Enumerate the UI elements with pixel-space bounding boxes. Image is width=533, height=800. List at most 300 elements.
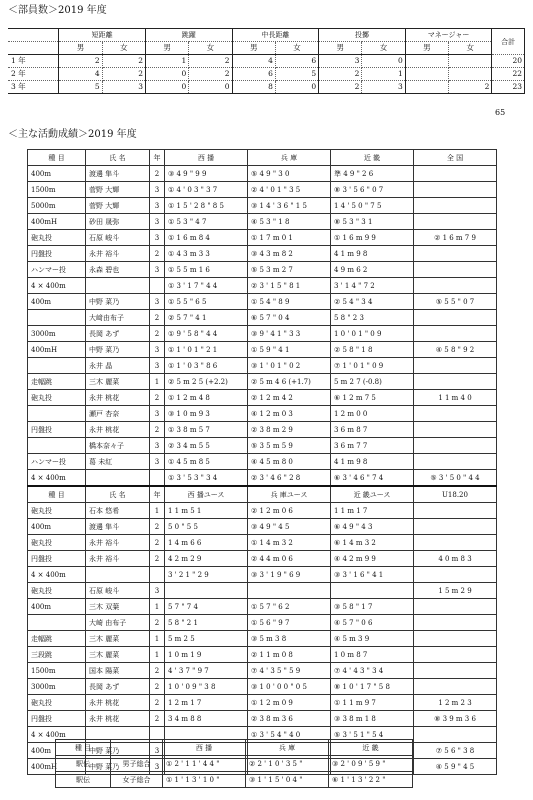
event-cell: 1500m xyxy=(28,182,86,198)
athlete-name: 菅野 大輝 xyxy=(86,182,150,198)
result-row xyxy=(28,470,497,487)
result-cell: ② 5 m 4 6 (+1.7) xyxy=(248,374,331,390)
event-cell: 円盤投 xyxy=(28,711,86,727)
result-row xyxy=(28,374,497,390)
member-count: 0 xyxy=(189,81,232,94)
result-cell: ① 3 ' 5 4 " 4 0 xyxy=(248,727,331,743)
athlete-name xyxy=(86,567,150,583)
athlete-name: 三木 麗菜 xyxy=(86,631,150,647)
division-cell: 男子総合 xyxy=(111,756,163,772)
event-cell: 400m xyxy=(28,599,86,615)
event-cell: 三段跳 xyxy=(28,647,86,663)
row-total: 22 xyxy=(492,68,525,81)
result-cell: 5 8 " 2 1 xyxy=(165,615,248,631)
result-cell: ① 1 5 ' 2 8 " 8 5 xyxy=(165,198,248,214)
ekiden-header-row xyxy=(56,740,413,756)
result-cell xyxy=(414,198,497,214)
result-row xyxy=(28,166,497,182)
result-cell: 5 m 2 7 (-0.8) xyxy=(331,374,414,390)
result-cell: ② 4 ' 0 1 " 3 5 xyxy=(248,182,331,198)
result-cell: ④ 1 2 m 0 3 xyxy=(248,406,331,422)
event-cell xyxy=(28,438,86,454)
result-cell xyxy=(414,358,497,374)
athlete-name: 大﨑由布子 xyxy=(86,310,150,326)
athlete-name: 国本 陽菜 xyxy=(86,663,150,679)
result-cell: ③ 5 8 " 1 7 xyxy=(331,599,414,615)
event-cell: 円盤投 xyxy=(28,551,86,567)
result-row xyxy=(28,294,497,310)
member-count: 8 xyxy=(232,81,275,94)
grade-cell: 3 xyxy=(150,294,165,310)
column-header: 西 播 xyxy=(163,740,246,756)
athlete-name: 大崎 由布子 xyxy=(86,615,150,631)
male-header: 男 xyxy=(145,42,188,55)
event-cell: ハンマー投 xyxy=(28,454,86,470)
grade-cell: 2 xyxy=(150,663,165,679)
result-cell: 1 0 m 1 9 xyxy=(165,647,248,663)
result-cell xyxy=(414,519,497,535)
result-cell: 1 1 m 4 0 xyxy=(414,390,497,406)
total-header: 合計 xyxy=(492,29,525,55)
grand-total: 65 xyxy=(495,108,506,117)
result-cell: ① 5 6 " 9 7 xyxy=(248,615,331,631)
column-header: 種 目 xyxy=(56,740,111,756)
member-count xyxy=(405,55,448,68)
result-cell: ② 1 1 m 0 8 xyxy=(248,647,331,663)
result-cell xyxy=(414,214,497,230)
grade-cell: 3 xyxy=(150,342,165,358)
grade-cell: 1 xyxy=(150,599,165,615)
event-cell: 3000m xyxy=(28,679,86,695)
result-cell: ⑧ 3 ' 5 6 " 0 7 xyxy=(331,182,414,198)
result-cell: 1 2 m 2 3 xyxy=(414,695,497,711)
result-cell xyxy=(414,310,497,326)
result-cell: ⑦ 4 ' 3 5 " 5 9 xyxy=(248,663,331,679)
column-header: 氏 名 xyxy=(86,486,150,503)
result-cell xyxy=(414,278,497,294)
grade-cell: 2 xyxy=(150,679,165,695)
female-header: 女 xyxy=(362,42,405,55)
athlete-name: 永井 晶 xyxy=(86,358,150,374)
result-cell: ① 9 ' 5 8 " 4 4 xyxy=(165,326,248,342)
grade-label: 1 年 xyxy=(8,55,59,68)
result-cell xyxy=(414,182,497,198)
column-header: 近 畿 xyxy=(331,150,414,166)
members-title: ＜部員数＞2019 年度 xyxy=(8,5,107,16)
column-header: 兵 庫 xyxy=(246,740,329,756)
athlete-name: 長岡 あず xyxy=(86,326,150,342)
result-cell: ① 4 3 m 3 3 xyxy=(165,246,248,262)
result-cell: ① 3 ' 5 3 " 3 4 xyxy=(165,470,248,487)
event-cell: 5000m xyxy=(28,198,86,214)
result-cell: ① 1 2 m 4 8 xyxy=(165,390,248,406)
grade-cell: 3 xyxy=(150,230,165,246)
result-cell: ④ 5 m 3 9 xyxy=(331,631,414,647)
event-cell: 砲丸投 xyxy=(28,583,86,599)
result-cell: ① 5 9 " 4 1 xyxy=(248,342,331,358)
result-cell: ① 4 ' 0 3 " 3 7 xyxy=(165,182,248,198)
result-row xyxy=(28,711,497,727)
result-cell xyxy=(414,615,497,631)
athlete-name: 永井 桃花 xyxy=(86,422,150,438)
event-cell: 駅伝 xyxy=(56,756,111,772)
grade-cell: 3 xyxy=(150,358,165,374)
athlete-name xyxy=(86,470,150,487)
grade-cell: 2 xyxy=(150,535,165,551)
result-cell: ④ 5 9 " 4 5 xyxy=(414,759,497,775)
event-cell xyxy=(28,615,86,631)
athlete-name: 三木 双葉 xyxy=(86,599,150,615)
result-row xyxy=(28,535,497,551)
result-cell: ③ 1 ' 0 1 " 0 2 xyxy=(248,358,331,374)
athlete-name: 中野 菜乃 xyxy=(86,294,150,310)
results-header-row xyxy=(28,150,497,166)
column-header: 種 目 xyxy=(28,486,86,503)
division-cell: 女子総合 xyxy=(111,772,163,788)
result-cell: 1 5 m 2 9 xyxy=(414,583,497,599)
event-cell: 4 × 400m xyxy=(28,470,86,487)
result-cell: ⑦ 5 6 " 3 8 xyxy=(414,743,497,759)
result-row xyxy=(28,551,497,567)
event-cell: 400m xyxy=(28,743,86,759)
result-cell: ① 5 3 " 4 7 xyxy=(165,214,248,230)
result-cell: 1 4 ' 5 0 " 7 5 xyxy=(331,198,414,214)
column-header: 近 畿 xyxy=(329,740,413,756)
result-cell: ② 1 2 m 0 6 xyxy=(248,503,331,519)
result-cell: ③ 3 ' 1 6 " 4 1 xyxy=(331,567,414,583)
member-count xyxy=(449,68,492,81)
result-row xyxy=(28,278,497,294)
result-cell: 3 4 m 8 8 xyxy=(165,711,248,727)
event-cell: 砲丸投 xyxy=(28,390,86,406)
grade-cell: 2 xyxy=(150,519,165,535)
member-count: 0 xyxy=(275,81,318,94)
result-cell: ④ 5 7 " 0 6 xyxy=(331,615,414,631)
result-cell: ⑤ 5 5 " 0 7 xyxy=(414,294,497,310)
result-cell xyxy=(414,246,497,262)
event-cell: 走幅跳 xyxy=(28,374,86,390)
grade-cell: 2 xyxy=(150,246,165,262)
athlete-name: 永井 裕斗 xyxy=(86,551,150,567)
member-count: 4 xyxy=(59,68,102,81)
grade-cell: 3 xyxy=(150,182,165,198)
athlete-name: 渡邊 隼斗 xyxy=(86,519,150,535)
result-row xyxy=(28,438,497,454)
result-row xyxy=(28,567,497,583)
event-cell: ハンマー投 xyxy=(28,262,86,278)
result-cell: 4 0 m 8 3 xyxy=(414,551,497,567)
result-cell: ⑥ 1 2 m 7 5 xyxy=(331,390,414,406)
result-cell xyxy=(414,535,497,551)
members-table xyxy=(8,28,525,94)
row-total: 20 xyxy=(492,55,525,68)
member-count xyxy=(405,81,448,94)
result-cell: ③ 4 3 m 8 2 xyxy=(248,246,331,262)
result-cell: ② 1 6 m 7 9 xyxy=(414,230,497,246)
result-row xyxy=(28,631,497,647)
member-count: 4 xyxy=(232,55,275,68)
result-cell xyxy=(414,663,497,679)
result-cell: 1 0 ' 0 1 " 0 9 xyxy=(331,326,414,342)
result-cell: 4 ' 3 7 " 9 7 xyxy=(165,663,248,679)
row-total: 23 xyxy=(492,81,525,94)
result-cell xyxy=(414,647,497,663)
grade-cell: 2 xyxy=(150,551,165,567)
result-row xyxy=(28,230,497,246)
grade-cell: 2 xyxy=(150,615,165,631)
column-header: 全 国 xyxy=(414,150,497,166)
event-cell xyxy=(28,310,86,326)
athlete-name: 石本 悠希 xyxy=(86,503,150,519)
grade-cell xyxy=(150,567,165,583)
result-cell: ③ 2 ' 0 9 ' 5 9 " xyxy=(329,756,413,772)
result-cell: 3 ' 1 4 " 7 2 xyxy=(331,278,414,294)
grade-cell: 3 xyxy=(150,583,165,599)
result-cell: ③ 1 4 ' 3 6 " 1 5 xyxy=(248,198,331,214)
result-row xyxy=(28,454,497,470)
male-header: 男 xyxy=(232,42,275,55)
result-cell: ① 3 ' 1 7 " 4 4 xyxy=(165,278,248,294)
result-cell: 5 7 " 7 4 xyxy=(165,599,248,615)
result-cell: 5 0 " 5 5 xyxy=(165,519,248,535)
grade-cell: 3 xyxy=(150,406,165,422)
result-cell: ① 5 7 " 6 2 xyxy=(248,599,331,615)
column-header: 氏 名 xyxy=(86,150,150,166)
result-cell: 1 2 m 1 7 xyxy=(165,695,248,711)
result-row xyxy=(28,342,497,358)
result-cell: 3 ' 2 1 " 2 9 xyxy=(165,567,248,583)
result-cell: ③ 1 0 m 9 3 xyxy=(165,406,248,422)
athlete-name: 中野 菜乃 xyxy=(86,759,150,775)
result-cell xyxy=(414,679,497,695)
result-row xyxy=(28,615,497,631)
column-header: 兵 庫 xyxy=(248,150,331,166)
member-count: 1 xyxy=(362,68,405,81)
athlete-name: 砂田 晟弥 xyxy=(86,214,150,230)
athlete-name: 永森 碧也 xyxy=(86,262,150,278)
result-cell xyxy=(414,567,497,583)
grade-cell: 2 xyxy=(150,310,165,326)
result-row xyxy=(28,198,497,214)
event-cell: 400mH xyxy=(28,214,86,230)
result-cell: ④ 4 5 m 8 0 xyxy=(248,454,331,470)
member-count: 1 xyxy=(145,55,188,68)
grade-label: 2 年 xyxy=(8,68,59,81)
ekiden-table xyxy=(55,739,413,788)
athlete-name xyxy=(86,278,150,294)
result-cell: 5 m 2 5 xyxy=(165,631,248,647)
member-count: 3 xyxy=(102,81,145,94)
event-cell: 砲丸投 xyxy=(28,535,86,551)
event-cell: 3000m xyxy=(28,326,86,342)
results-table xyxy=(27,149,497,775)
column-header: 西 播ユース xyxy=(165,486,248,503)
event-cell xyxy=(28,358,86,374)
grade-cell xyxy=(150,470,165,487)
result-cell: ⑧ 1 0 ' 1 7 " 5 8 xyxy=(331,679,414,695)
group-header: マネージャー xyxy=(405,29,492,42)
result-cell: 4 2 m 2 9 xyxy=(165,551,248,567)
grade-cell: 2 xyxy=(150,166,165,182)
column-header: 年 xyxy=(150,486,165,503)
grade-cell: 1 xyxy=(150,647,165,663)
result-cell: 4 1 m 9 8 xyxy=(331,454,414,470)
result-cell: 3 6 m 8 7 xyxy=(331,422,414,438)
grade-cell: 3 xyxy=(150,743,165,759)
result-cell xyxy=(331,583,414,599)
grade-cell: 3 xyxy=(150,198,165,214)
grade-label: 3 年 xyxy=(8,81,59,94)
male-header: 男 xyxy=(59,42,102,55)
member-count: 2 xyxy=(102,55,145,68)
result-cell: 1 4 m 6 6 xyxy=(165,535,248,551)
athlete-name: 永井 桃花 xyxy=(86,711,150,727)
result-cell: ② 5 4 " 3 4 xyxy=(331,294,414,310)
result-cell: 4 1 m 9 8 xyxy=(331,246,414,262)
event-cell: 400m xyxy=(28,166,86,182)
result-cell xyxy=(414,262,497,278)
result-cell: ② 3 4 m 5 5 xyxy=(165,438,248,454)
result-cell: ① 1 4 m 3 2 xyxy=(248,535,331,551)
results-header-row xyxy=(28,486,497,503)
member-count: 5 xyxy=(59,81,102,94)
result-row xyxy=(28,406,497,422)
result-cell: ② 2 ' 1 0 ' 3 5 " xyxy=(246,756,329,772)
result-cell: ⑥ 4 9 " 4 3 xyxy=(331,519,414,535)
result-cell xyxy=(414,406,497,422)
event-cell: 砲丸投 xyxy=(28,230,86,246)
result-row xyxy=(28,519,497,535)
result-cell: ① 5 4 " 8 9 xyxy=(248,294,331,310)
result-cell: ⑤ 3 5 m 5 9 xyxy=(248,438,331,454)
result-cell: ④ 4 2 m 9 9 xyxy=(331,551,414,567)
event-cell: 砲丸投 xyxy=(28,503,86,519)
event-cell: 走幅跳 xyxy=(28,631,86,647)
column-header: 兵 庫ユース xyxy=(248,486,331,503)
member-count: 6 xyxy=(275,55,318,68)
result-cell: ③ 4 9 " 4 5 xyxy=(248,519,331,535)
result-row xyxy=(28,310,497,326)
event-cell: 砲丸投 xyxy=(28,695,86,711)
result-row xyxy=(28,647,497,663)
athlete-name: 永井 桃花 xyxy=(86,695,150,711)
result-row xyxy=(28,390,497,406)
athlete-name: 永井 桃花 xyxy=(86,390,150,406)
member-count: 0 xyxy=(145,81,188,94)
result-cell xyxy=(414,326,497,342)
result-cell: ① 5 5 " 6 5 xyxy=(165,294,248,310)
result-cell: 1 0 ' 0 9 " 3 8 xyxy=(165,679,248,695)
result-row xyxy=(28,503,497,519)
result-cell: ② 1 2 m 4 2 xyxy=(248,390,331,406)
result-cell: ② 3 8 m 3 6 xyxy=(248,711,331,727)
result-cell: ① 1 1 m 9 7 xyxy=(331,695,414,711)
male-header: 男 xyxy=(319,42,362,55)
result-cell: ④ 5 8 " 9 2 xyxy=(414,342,497,358)
result-cell: 3 6 m 7 7 xyxy=(331,438,414,454)
members-corner xyxy=(8,29,59,42)
event-cell: 400mH xyxy=(28,759,86,775)
grade-cell: 1 xyxy=(150,631,165,647)
athlete-name: 永井 裕斗 xyxy=(86,535,150,551)
result-cell: ② 3 ' 4 6 " 2 8 xyxy=(248,470,331,487)
result-cell xyxy=(414,727,497,743)
group-header: 跳躍 xyxy=(145,29,232,42)
result-cell: 1 0 m 8 7 xyxy=(331,647,414,663)
result-cell xyxy=(414,631,497,647)
result-cell: ④ 5 3 " 1 8 xyxy=(248,214,331,230)
member-count: 2 xyxy=(189,55,232,68)
member-count: 2 xyxy=(319,81,362,94)
member-count: 2 xyxy=(189,68,232,81)
result-row xyxy=(28,214,497,230)
grade-cell: 2 xyxy=(150,390,165,406)
member-count: 5 xyxy=(275,68,318,81)
result-cell: ① 4 5 m 8 5 xyxy=(165,454,248,470)
result-cell xyxy=(414,422,497,438)
member-count: 3 xyxy=(362,81,405,94)
result-cell: ⑤ 5 3 m 2 7 xyxy=(248,262,331,278)
grade-cell: 2 xyxy=(150,695,165,711)
result-cell: ③ 5 m 3 8 xyxy=(248,631,331,647)
ekiden-row xyxy=(56,772,413,788)
column-header: 年 xyxy=(150,150,165,166)
grade-cell: 1 xyxy=(150,503,165,519)
result-cell xyxy=(414,599,497,615)
group-header: 投擲 xyxy=(319,29,406,42)
grade-cell: 3 xyxy=(150,214,165,230)
event-cell: 400mH xyxy=(28,342,86,358)
result-row xyxy=(28,695,497,711)
result-cell: ① 5 5 m 1 6 xyxy=(165,262,248,278)
member-count: 2 xyxy=(449,81,492,94)
result-cell: ⑦ 1 ' 0 1 " 0 9 xyxy=(331,358,414,374)
result-cell: 4 9 m 6 2 xyxy=(331,262,414,278)
grade-cell: 2 xyxy=(150,711,165,727)
result-row xyxy=(28,326,497,342)
female-header: 女 xyxy=(189,42,232,55)
grade-cell: 3 xyxy=(150,438,165,454)
event-cell: 1500m xyxy=(28,663,86,679)
event-cell: 円盤投 xyxy=(28,246,86,262)
event-cell: 4 × 400m xyxy=(28,278,86,294)
result-cell: ② 5 7 " 4 1 xyxy=(165,310,248,326)
event-cell: 4 × 400m xyxy=(28,727,86,743)
result-cell xyxy=(414,438,497,454)
results-title: ＜主な活動成績＞2019 年度 xyxy=(8,129,137,140)
grade-cell: 3 xyxy=(150,759,165,775)
result-cell: ② 5 m 2 5 (+2.2) xyxy=(165,374,248,390)
athlete-name: 石原 峻斗 xyxy=(86,583,150,599)
result-cell: 準 4 9 " 2 6 xyxy=(331,166,414,182)
grade-cell: 2 xyxy=(150,422,165,438)
result-cell: ① 1 6 m 8 4 xyxy=(165,230,248,246)
athlete-name: 瀬戸 杏奈 xyxy=(86,406,150,422)
athlete-name: 石原 峻斗 xyxy=(86,230,150,246)
member-count xyxy=(405,68,448,81)
result-row xyxy=(28,583,497,599)
result-cell: ⑤ 3 ' 5 0 " 4 4 xyxy=(414,470,497,487)
grade-cell: 3 xyxy=(150,454,165,470)
members-row xyxy=(8,81,525,94)
result-cell: ② 5 8 " 1 8 xyxy=(331,342,414,358)
event-cell: 400m xyxy=(28,294,86,310)
member-count: 2 xyxy=(59,55,102,68)
ekiden-row xyxy=(56,756,413,772)
column-header: 西 播 xyxy=(165,150,248,166)
group-header: 中長距離 xyxy=(232,29,319,42)
result-row xyxy=(28,599,497,615)
